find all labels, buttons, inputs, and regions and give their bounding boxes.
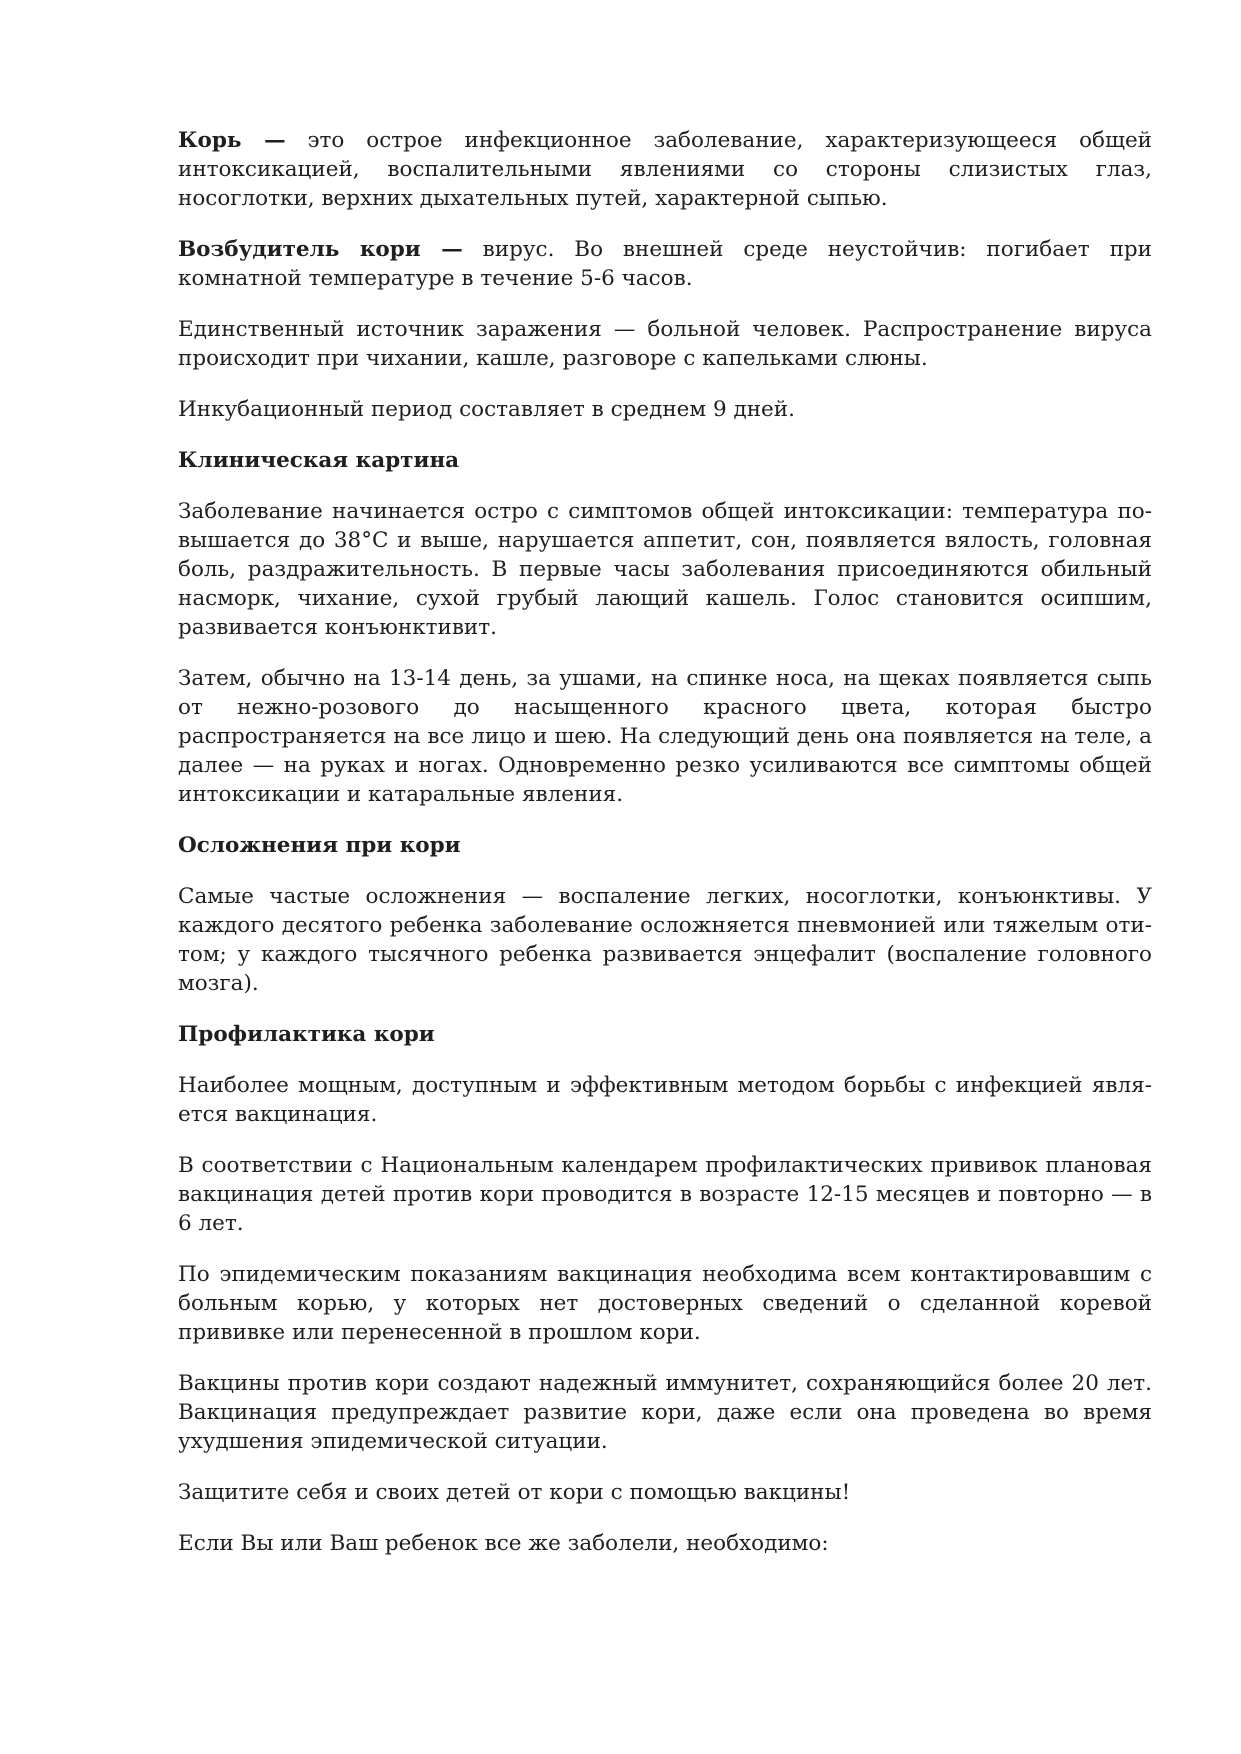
- paragraph-epidemic-indications: По эпидемическим показаниям вакцинация необходима всем контактировавшим с больным корью, у которых нет достоверных сведений о сделанной коревой прививке или перенесенной в прошлом кори.: [178, 1262, 1152, 1345]
- paragraph-immunity: Вакцины против кори создают надежный иммунитет, сохраняющийся более 20 лет. Вакцинация предупреждает развитие кори, даже если она проведена во время ухудшения эпидемической ситуации.: [178, 1371, 1152, 1454]
- term-pathogen: Возбудитель кори —: [178, 237, 463, 262]
- paragraph-complications: Самые частые осложнения — воспаление легких, носоглотки, конъюнктивы. У каждого десятого ребенка заболевание осложняется пневмонией или тяжелым отитом; у каждого тысячного ребенка развивается энцефалит (воспаление головного мозга).: [178, 884, 1152, 996]
- paragraph-rash: Затем, обычно на 13-14 день, за ушами, на спинке носа, на щеках появляется сыпь от нежно-розового до насыщенного красного цвета, которая быстро распространяется на все лицо и шею. На следующий день она появляется на теле, а далее — на руках и ногах. Одновременно резко усиливаются все симптомы общей интоксикации и катаральные явления.: [178, 666, 1152, 807]
- document-body: [178, 126, 1152, 1580]
- heading-clinical-picture: Клиническая картина: [178, 448, 460, 473]
- definition-text: это острое инфекционное заболевание, характеризующееся общей интоксикацией, воспалительными явлениями со стороны слизистых глаз, носоглотки, верхних дыхательных путей, характерной сыпью.: [178, 128, 1152, 211]
- paragraph-vaccination-method: Наиболее мощным, доступным и эффективным методом борьбы с инфекцией является вакцинация.: [178, 1073, 1152, 1127]
- heading-prevention: Профилактика кори: [178, 1022, 435, 1047]
- paragraph-pathogen: [178, 235, 1152, 293]
- paragraph-onset: Заболевание начинается остро с симптомов общей интоксикации: температура повышается до 38°С и выше, нарушается аппетит, сон, появляется вялость, головная боль, раздражительность. В первые часы заболевания присоединяются обильный насморк, чихание, сухой грубый лающий кашель. Голос становится осипшим, развивается конъюнктивит.: [178, 499, 1152, 640]
- term-measles: Корь —: [178, 128, 286, 153]
- paragraph-incubation: Инкубационный период составляет в среднем 9 дней.: [178, 397, 795, 422]
- paragraph-source: Единственный источник заражения — больной человек. Распространение вируса происходит при чихании, кашле, разговоре с капельками слюны.: [178, 317, 1152, 371]
- paragraph-national-calendar: В соответствии с Национальным календарем профилактических прививок плановая вакцинация детей против кори проводится в возрасте 12-15 месяцев и повторно — в 6 лет.: [178, 1153, 1152, 1236]
- paragraph-appeal: Защитите себя и своих детей от кори с помощью вакцины!: [178, 1480, 851, 1505]
- pathogen-text: вирус. Во внешней среде неустойчив: погибает при комнатной температуре в течение 5-6 часов.: [178, 237, 1152, 291]
- heading-complications: Осложнения при кори: [178, 833, 461, 858]
- paragraph-if-ill: Если Вы или Ваш ребенок все же заболели, необходимо:: [178, 1531, 829, 1556]
- paragraph-definition: [178, 126, 1152, 213]
